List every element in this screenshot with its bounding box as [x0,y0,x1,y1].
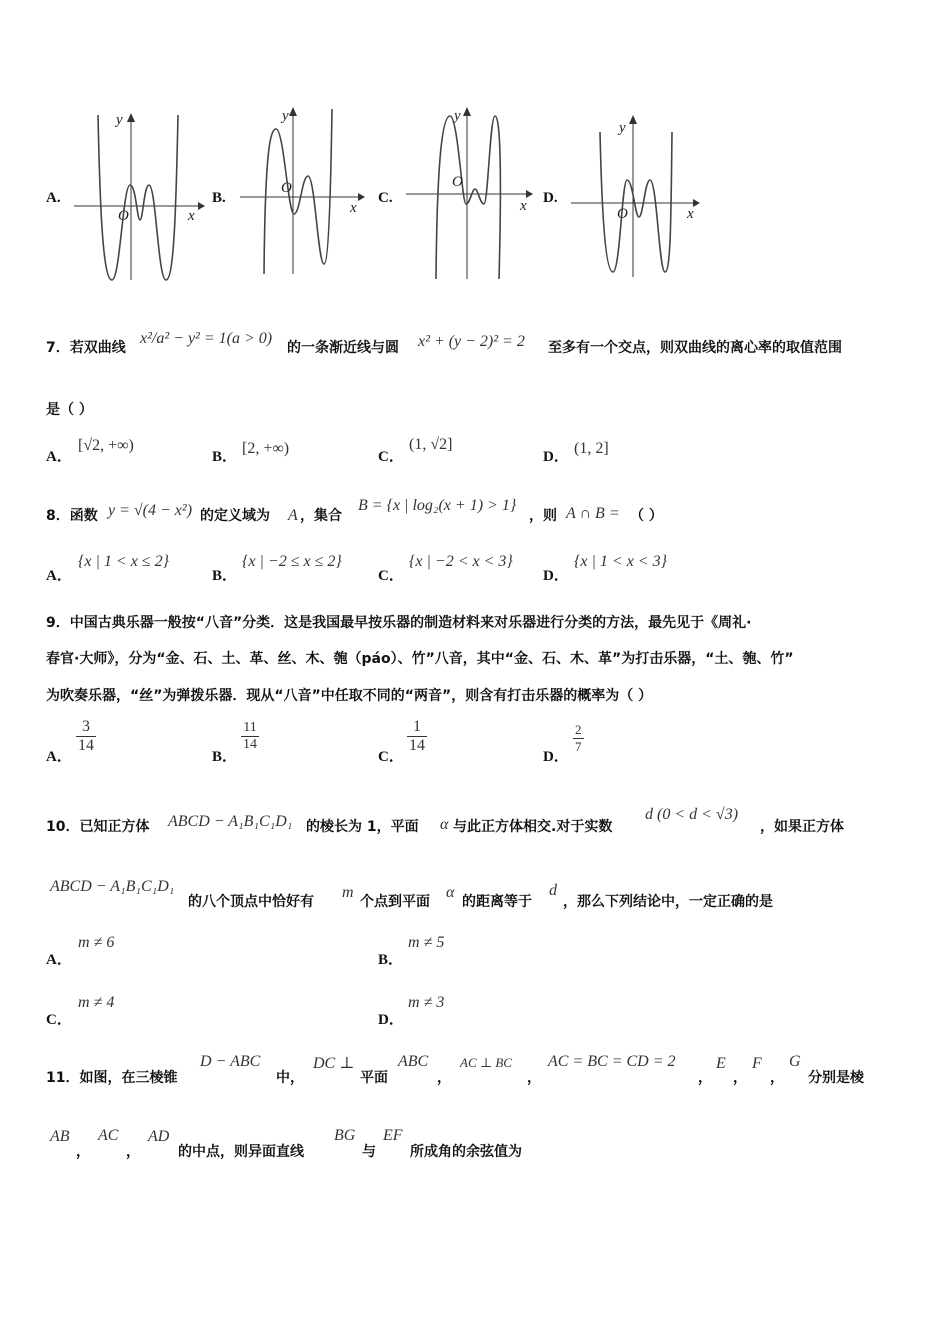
q9-line-2: 春官·大师》，分为“金、石、土、革、丝、木、匏（páo）、竹”八音，其中“金、石、木、革”为打击乐器，“土、匏、竹” [46,651,794,667]
q8-option-a-value[interactable]: {x | 1 < x ≤ 2} [78,553,169,570]
q10-d-range: d (0 < d < √3) [645,806,739,823]
q11-comma-3: ， [698,1070,712,1086]
q10-option-d-value[interactable]: m ≠ 3 [408,994,445,1011]
q7-stem-tail: 是（ ） [46,402,93,418]
svg-text:O: O [118,208,129,224]
svg-text:x: x [188,208,195,224]
q9-option-d-label[interactable]: D． [543,749,569,765]
q11-stem-mid2: 平面 [360,1070,388,1086]
q11-stem-mid4: 的中点，则异面直线 [178,1144,304,1160]
q10-option-d-label[interactable]: D． [378,1012,404,1028]
q10-alpha-2: α [446,884,455,901]
q11-point-g: G [789,1053,801,1070]
q11-comma-6: ， [76,1144,90,1160]
q10-stem-mid4: 的八个顶点中恰好有 [188,894,314,910]
q6-option-c-label[interactable]: C. [378,190,393,206]
q11-stem-start: 11．如图，在三棱锥 [46,1070,178,1086]
q11-line-ef: EF [383,1127,403,1144]
q9-option-a-label[interactable]: A． [46,749,72,765]
q11-edge-ac: AC [98,1127,119,1144]
q8-stem-start: 8．函数 [46,508,98,524]
q8-stem-mid1: 的定义域为 [200,508,270,524]
q7-option-b-label[interactable]: B． [212,449,238,465]
svg-text:y: y [619,120,626,136]
svg-text:O: O [452,174,463,190]
q11-stem-mid1: 中， [276,1070,304,1086]
svg-text:y: y [116,112,123,128]
q10-m: m [342,884,354,901]
q11-comma-1: ， [437,1070,451,1086]
q10-option-a-label[interactable]: A． [46,952,72,968]
q7-stem-start: 7．若双曲线 [46,340,126,356]
q10-option-c-label[interactable]: C． [46,1012,72,1028]
q10-stem-start: 10．已知正方体 [46,819,150,835]
q7-hyperbola-equation: x²/a² − y² = 1(a > 0) [140,330,273,347]
q9-option-b-label[interactable]: B． [212,749,238,765]
q11-comma-5: ， [770,1070,784,1086]
q10-cube: ABCD − A₁B₁C₁D₁ [168,813,293,830]
q8-option-b-label[interactable]: B． [212,568,238,584]
q11-stem-mid3: 分别是棱 [808,1070,864,1086]
q6-graph-c [402,104,537,284]
svg-text:x: x [350,200,357,216]
q7-option-a-value[interactable]: [√2, +∞) [78,437,134,454]
q7-circle-equation: x² + (y − 2)² = 2 [418,333,525,350]
q11-comma-2: ， [527,1070,541,1086]
q8-option-d-value[interactable]: {x | 1 < x < 3} [574,553,667,570]
q9-line-1: 9．中国古典乐器一般按“八音”分类．这是我国最早按乐器的制造材料来对乐器进行分类的方法，最先见于《周礼· [46,615,752,631]
q7-stem-end: 至多有一个交点，则双曲线的离心率的取值范围 [548,340,842,356]
q10-stem-end: ，那么下列结论中，一定正确的是 [563,894,773,910]
q10-stem-mid6: 的距离等于 [462,894,532,910]
q8-option-d-label[interactable]: D． [543,568,569,584]
q11-comma-7: ， [126,1144,140,1160]
svg-text:O: O [281,180,292,196]
q11-edge-ab: AB [50,1128,70,1145]
q11-point-e: E [716,1055,726,1072]
q8-option-b-value[interactable]: {x | −2 ≤ x ≤ 2} [242,553,342,570]
q6-graph-d [567,112,707,282]
svg-text:x: x [687,206,694,222]
q9-option-c-fraction[interactable]: $\frac{1}{14}$ [409,718,425,754]
q8-option-c-value[interactable]: {x | −2 < x < 3} [409,553,513,570]
q8-set-a: A [288,507,298,524]
q6-option-b-label[interactable]: B. [212,190,226,206]
q7-option-c-value[interactable]: (1, √2] [409,436,453,453]
q10-option-a-value[interactable]: m ≠ 6 [78,934,115,951]
svg-text:O: O [617,206,628,222]
q11-comma-4: ， [733,1070,747,1086]
q8-set-b: B = {x | log₂(x + 1) > 1} [358,497,517,514]
q7-option-b-value[interactable]: [2, +∞) [242,440,290,457]
q10-option-b-label[interactable]: B． [378,952,404,968]
q11-dc-perp: DC ⊥ [313,1055,355,1072]
q11-point-f: F [752,1055,762,1072]
q10-cube-2: ABCD − A₁B₁C₁D₁ [50,878,175,895]
q9-option-d-fraction[interactable]: $\frac{2}{7}$ [575,722,582,754]
q10-option-b-value[interactable]: m ≠ 5 [408,934,445,951]
q10-d: d [549,882,557,899]
q8-option-c-label[interactable]: C． [378,568,404,584]
q6-option-d-label[interactable]: D. [543,190,558,206]
q7-option-d-label[interactable]: D． [543,449,569,465]
q8-stem-end: （ ） [630,508,663,524]
q11-equalities: AC = BC = CD = 2 [548,1053,676,1070]
q9-option-c-label[interactable]: C． [378,749,404,765]
q11-ac-perp-bc: AC ⊥ BC [460,1055,512,1070]
q9-option-b-fraction[interactable]: $\frac{11}{14}$ [243,720,257,752]
q8-stem-mid2: ，集合 [300,508,342,524]
q8-option-a-label[interactable]: A． [46,568,72,584]
q7-option-d-value[interactable]: (1, 2] [574,440,609,457]
q10-stem-mid2: 与此正方体相交.对于实数 [453,819,613,835]
q7-stem-mid: 的一条渐近线与圆 [287,340,399,356]
q11-pyramid: D − ABC [200,1053,261,1070]
q7-option-a-label[interactable]: A． [46,449,72,465]
q11-stem-end: 所成角的余弦值为 [410,1144,522,1160]
q8-stem-mid3: ，则 [529,508,557,524]
svg-text:y: y [282,108,289,124]
q10-option-c-value[interactable]: m ≠ 4 [78,994,115,1011]
q9-option-a-fraction[interactable]: $\frac{3}{14}$ [78,718,94,754]
q8-intersection: A ∩ B = [566,505,620,522]
q6-graph-a [70,110,205,285]
q10-stem-mid5: 个点到平面 [360,894,430,910]
q8-function: y = √(4 − x²) [108,502,193,519]
q11-edge-ad: AD [148,1128,170,1145]
q6-graph-b [236,104,371,279]
q6-option-a-label[interactable]: A. [46,190,61,206]
svg-text:y: y [454,108,461,124]
q9-line-3: 为吹奏乐器，“丝”为弹拨乐器．现从“八音”中任取不同的“两音”，则含有打击乐器的概率为（ ） [46,688,653,704]
q11-stem-mid5: 与 [362,1144,376,1160]
q11-abc: ABC [398,1053,429,1070]
q7-option-c-label[interactable]: C． [378,449,404,465]
q10-alpha: α [440,816,449,833]
svg-text:x: x [520,198,527,214]
q10-stem-mid3: ，如果正方体 [760,819,844,835]
q11-line-bg: BG [334,1127,356,1144]
q10-stem-mid1: 的棱长为 1，平面 [306,819,419,835]
